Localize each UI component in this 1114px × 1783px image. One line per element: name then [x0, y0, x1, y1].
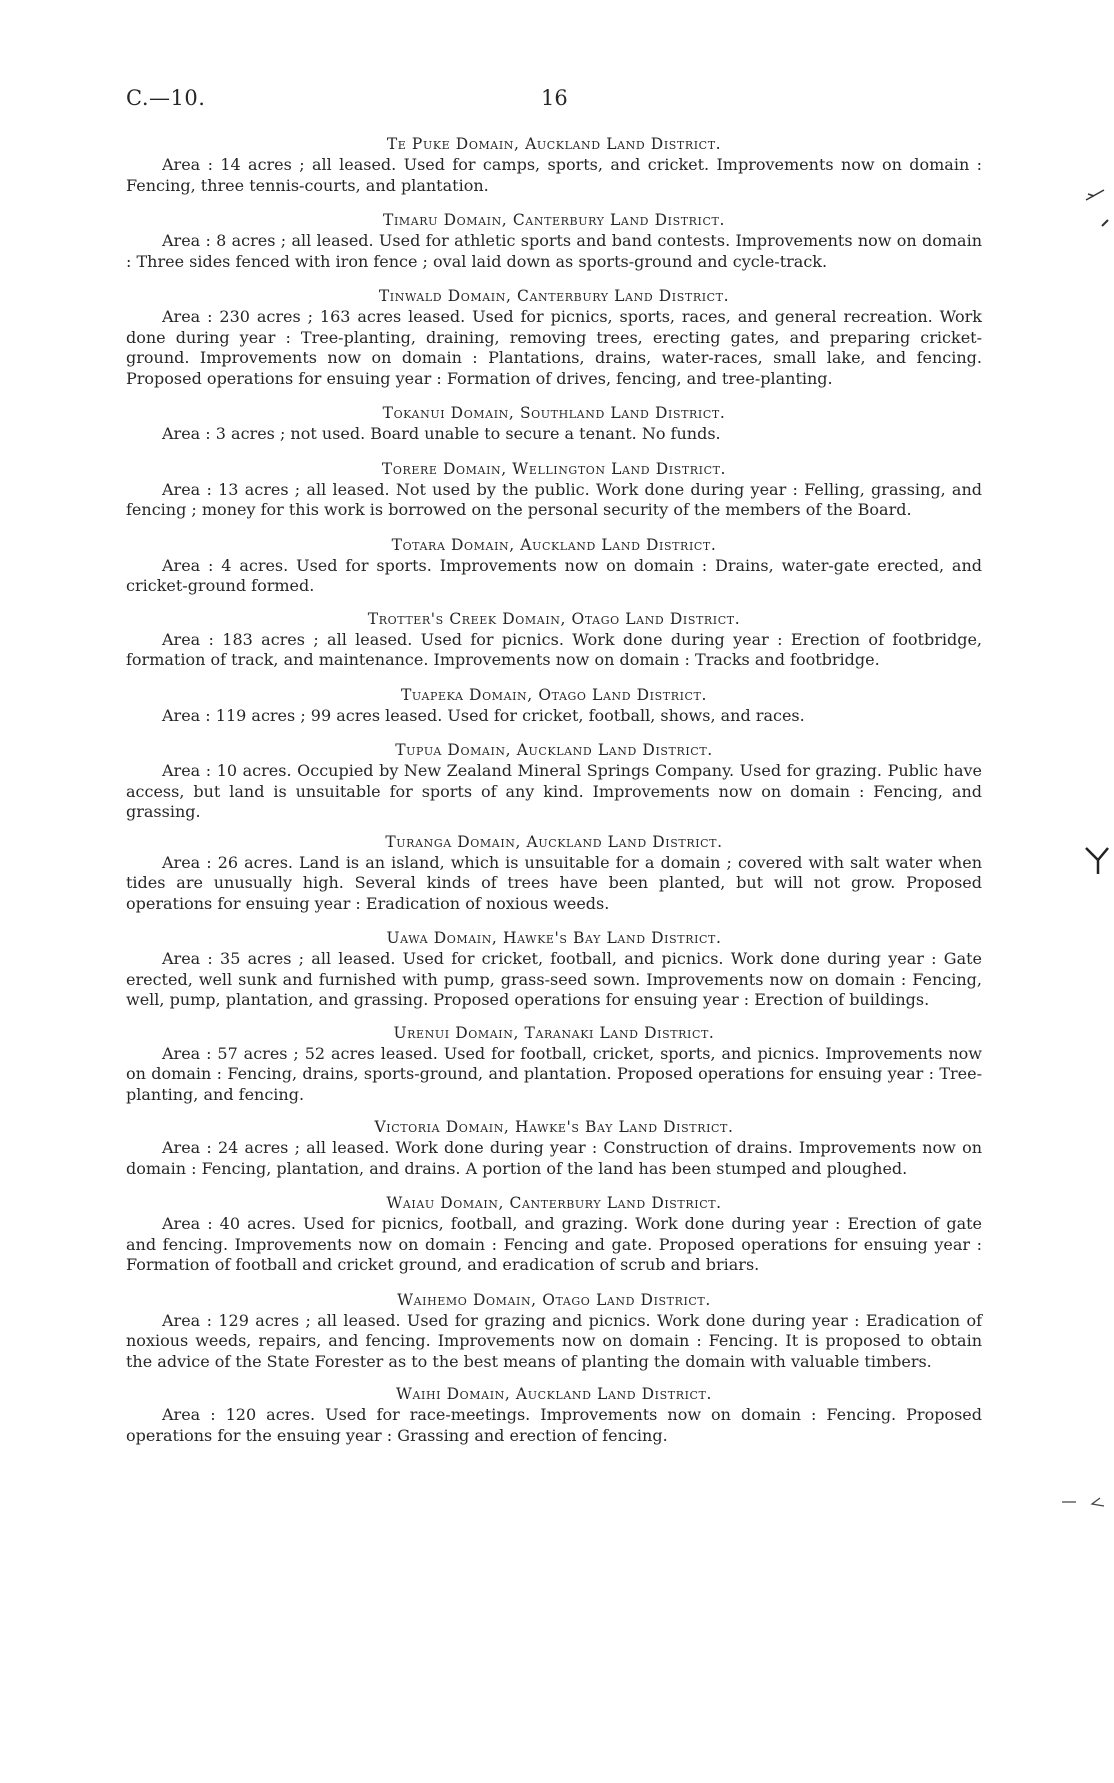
margin-scan-mark: [1082, 840, 1112, 880]
entry-heading: Waihi Domain, Auckland Land District.: [395, 1385, 713, 1403]
entry-heading: Tuapeka Domain, Otago Land District.: [400, 685, 708, 704]
entry-body: Area : 14 acres ; all leased. Used for camps, sports, and cricket. Improvements now on domain : Fencing, three tennis-courts, and plantation.: [126, 155, 982, 195]
entry-heading: Tokanui Domain, Southland Land District.: [382, 404, 726, 422]
domain-entry-urenui: [126, 1023, 982, 1106]
domain-entry-waihemo: [126, 1290, 982, 1373]
entry-heading: Waiau Domain, Canterbury Land District.: [386, 1194, 722, 1212]
entry-body: Area : 119 acres ; 99 acres leased. Used for cricket, football, shows, and races.: [162, 705, 805, 725]
domain-entry-tokanui: [126, 403, 982, 445]
entry-heading: Te Puke Domain, Auckland Land District.: [386, 135, 722, 153]
domain-entry-uawa: [126, 928, 982, 1011]
entry-body: Area : 10 acres. Occupied by New Zealand Mineral Springs Company. Used for grazing. Public have access, but land is unsuitable for sports of any kind. Improvements now on domain : Fencing, and grassing.: [126, 761, 982, 821]
entry-heading: Timaru Domain, Canterbury Land District.: [383, 211, 725, 229]
domain-entry-trotters-creek: [126, 609, 982, 671]
entry-body: Area : 8 acres ; all leased. Used for athletic sports and band contests. Improvements now on domain : Three sides fenced with iron fence ; oval laid down as sports-ground and cycle-track.: [126, 231, 982, 271]
domain-entry-tuapeka: [126, 685, 982, 727]
entry-heading: Turanga Domain, Auckland Land District.: [385, 832, 723, 851]
entry-heading: Torere Domain, Wellington Land District.: [381, 459, 727, 478]
domain-list: [126, 134, 982, 1446]
entry-body: Area : 120 acres. Used for race-meetings. Improvements now on domain : Fencing. Proposed operations for the ensuing year : Grassing and erection of fencing.: [126, 1405, 982, 1445]
domain-entry-turanga: [126, 832, 982, 915]
margin-scan-mark: [1080, 186, 1110, 236]
entry-heading: Victoria Domain, Hawke's Bay Land District.: [374, 1118, 734, 1136]
entry-body: Area : 4 acres. Used for sports. Improvements now on domain : Drains, water-gate erected, and cricket-ground formed.: [126, 555, 982, 595]
domain-entry-tinwald: [126, 286, 982, 389]
entry-body: Area : 230 acres ; 163 acres leased. Used for picnics, sports, races, and general recreation. Work done during year : Tree-planting, draining, removing trees, erecting gates, and preparing cricket-ground. Improvements now on domain : Plantations, drains, water-races, small lake, and fencing. Proposed operations for ensuing year : Formation of drives, fencing, and tree-planting.: [126, 307, 982, 388]
entry-heading: Tinwald Domain, Canterbury Land District.: [378, 287, 730, 305]
entry-body: Area : 35 acres ; all leased. Used for cricket, football, and picnics. Work done during year : Gate erected, well sunk and furnished with pump, grass-seed sown. Improvements now on domain : Fencing, well, pump, plantation, and grassing. Proposed operations for ensuing year : Erection of buildings.: [126, 949, 982, 1009]
entry-body: Area : 13 acres ; all leased. Not used by the public. Work done during year : Felling, grassing, and fencing ; money for this work is borrowed on the personal security of the members of the Board.: [126, 479, 982, 519]
entry-body: Area : 26 acres. Land is an island, which is unsuitable for a domain ; covered with salt water when tides are unusually high. Several kinds of trees have been planted, but will not grow. Proposed operations for ensuing year : Eradication of noxious weeds.: [126, 852, 982, 913]
page-header: [126, 86, 982, 116]
entry-heading: Urenui Domain, Taranaki Land District.: [393, 1023, 715, 1042]
margin-scan-mark: [1060, 1492, 1110, 1512]
entry-body: Area : 57 acres ; 52 acres leased. Used for football, cricket, sports, and picnics. Improvements now on domain : Fencing, drains, sports-ground, and plantation. Proposed operations for ensuing year : Tree-planting, and fencing.: [126, 1043, 982, 1104]
entry-heading: Waihemo Domain, Otago Land District.: [397, 1290, 711, 1309]
entry-body: Area : 3 acres ; not used. Board unable to secure a tenant. No funds.: [162, 424, 721, 443]
entry-heading: Totara Domain, Auckland Land District.: [391, 535, 717, 554]
domain-entry-waiau: [126, 1193, 982, 1276]
domain-entry-timaru: [126, 210, 982, 272]
entry-heading: Uawa Domain, Hawke's Bay Land District.: [386, 929, 722, 947]
entry-body: Area : 129 acres ; all leased. Used for grazing and picnics. Work done during year : Eradication of noxious weeds, repairs, and fencing. Improvements now on domain : Fencing. It is proposed to obtain the advice of the State Forester as to the best means of planting the domain with valuable timbers.: [126, 1310, 982, 1371]
domain-entry-torere: [126, 459, 982, 521]
entry-body: Area : 24 acres ; all leased. Work done during year : Construction of drains. Improvements now on domain : Fencing, plantation, and drains. A portion of the land has been stumped and ploughed.: [126, 1138, 982, 1178]
entry-body: Area : 40 acres. Used for picnics, football, and grazing. Work done during year : Erection of gate and fencing. Improvements now on domain : Fencing and gate. Proposed operations for ensuing year : Formation of football and cricket ground, and eradication of scrub and briars.: [126, 1214, 982, 1274]
domain-entry-te-puke: [126, 134, 982, 196]
page-number: 16: [541, 86, 568, 110]
entry-body: Area : 183 acres ; all leased. Used for picnics. Work done during year : Erection of footbridge, formation of track, and maintenance. Improvements now on domain : Tracks and footbridge.: [126, 629, 982, 669]
domain-entry-waihi: [126, 1384, 982, 1446]
domain-entry-totara: [126, 535, 982, 597]
domain-entry-victoria: [126, 1117, 982, 1179]
domain-entry-tupua: [126, 740, 982, 823]
entry-heading: Tupua Domain, Auckland Land District.: [395, 741, 713, 759]
entry-heading: Trotter's Creek Domain, Otago Land District.: [367, 609, 741, 628]
document-reference: C.—10.: [126, 86, 206, 110]
